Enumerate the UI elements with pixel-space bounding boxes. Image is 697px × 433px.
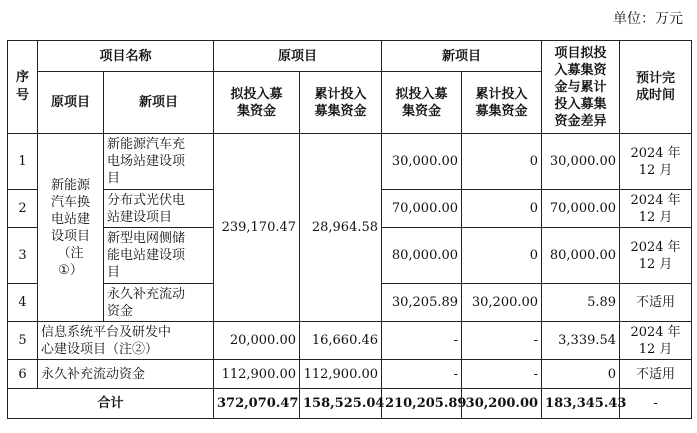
row-cumulative: 112,900.00 <box>300 360 382 389</box>
header-new-cumulative: 累计投入 募集资金 <box>462 72 542 134</box>
row-completion: 2024 年 12 月 <box>620 228 692 284</box>
group-planned: 239,170.47 <box>214 134 300 322</box>
row-new-cumulative: 0 <box>462 134 542 190</box>
header-new-planned: 拟投入募 集资金 <box>382 72 462 134</box>
header-completion: 预计完 成时间 <box>620 41 692 134</box>
row-new-planned: - <box>382 360 462 389</box>
row-new-cumulative: - <box>462 322 542 360</box>
row-diff: 0 <box>542 360 620 389</box>
total-cumulative: 158,525.04 <box>300 389 382 419</box>
total-new-planned: 210,205.89 <box>382 389 462 419</box>
row-new-name: 新型电网侧储 能电站建设项 目 <box>104 228 214 284</box>
table-row <box>8 360 692 389</box>
row-completion: 不适用 <box>620 360 692 389</box>
header-orig-sub: 原项目 <box>38 72 104 134</box>
row-new-cumulative: 0 <box>462 190 542 228</box>
total-diff: 183,345.43 <box>542 389 620 419</box>
group-orig-name: 新能源 汽车换 电站建 设项目 （注 ①） <box>38 134 104 322</box>
row-diff: 80,000.00 <box>542 228 620 284</box>
total-new-cumulative: 30,200.00 <box>462 389 542 419</box>
total-row <box>8 389 692 419</box>
unit-label: 单位：万元 <box>613 11 683 27</box>
row-new-cumulative: 0 <box>462 228 542 284</box>
row-seq: 6 <box>8 360 38 389</box>
row-new-planned: 70,000.00 <box>382 190 462 228</box>
row-new-cumulative: 30,200.00 <box>462 284 542 322</box>
header-new-project: 新项目 <box>382 41 542 72</box>
header-new-sub: 新项目 <box>104 72 214 134</box>
group-cumulative: 28,964.58 <box>300 134 382 322</box>
total-planned: 372,070.47 <box>214 389 300 419</box>
row-new-planned: 30,205.89 <box>382 284 462 322</box>
row-new-planned: 30,000.00 <box>382 134 462 190</box>
header-planned: 拟投入募 集资金 <box>214 72 300 134</box>
row-seq: 5 <box>8 322 38 360</box>
row-new-cumulative: - <box>462 360 542 389</box>
header-project-name: 项目名称 <box>38 41 214 72</box>
header-cumulative: 累计投入 募集资金 <box>300 72 382 134</box>
header-orig-project: 原项目 <box>214 41 382 72</box>
row-diff: 30,000.00 <box>542 134 620 190</box>
row-planned: 20,000.00 <box>214 322 300 360</box>
header-diff: 项目拟投 入募集资 金与累计 投入募集 资金差异 <box>542 41 620 134</box>
row-completion: 2024 年 12 月 <box>620 322 692 360</box>
row-new-name: 永久补充流动 资金 <box>104 284 214 322</box>
row-diff: 3,339.54 <box>542 322 620 360</box>
row-new-planned: - <box>382 322 462 360</box>
row-name: 信息系统平台及研发中 心建设项目（注②） <box>38 322 214 360</box>
row-name: 永久补充流动资金 <box>38 360 214 389</box>
table-row <box>8 134 692 190</box>
row-diff: 70,000.00 <box>542 190 620 228</box>
table-row <box>8 322 692 360</box>
row-seq: 4 <box>8 284 38 322</box>
row-completion: 2024 年 12 月 <box>620 134 692 190</box>
row-completion: 不适用 <box>620 284 692 322</box>
fund-change-table <box>7 40 692 419</box>
row-seq: 1 <box>8 134 38 190</box>
row-diff: 5.89 <box>542 284 620 322</box>
row-seq: 2 <box>8 190 38 228</box>
row-planned: 112,900.00 <box>214 360 300 389</box>
total-label: 合计 <box>8 389 214 419</box>
row-new-planned: 80,000.00 <box>382 228 462 284</box>
header-row-1 <box>8 41 692 72</box>
row-cumulative: 16,660.46 <box>300 322 382 360</box>
header-seq: 序 号 <box>8 41 38 134</box>
total-completion: - <box>620 389 692 419</box>
row-new-name: 分布式光伏电 站建设项目 <box>104 190 214 228</box>
row-new-name: 新能源汽车充 电场站建设项 目 <box>104 134 214 190</box>
row-completion: 2024 年 12 月 <box>620 190 692 228</box>
row-seq: 3 <box>8 228 38 284</box>
